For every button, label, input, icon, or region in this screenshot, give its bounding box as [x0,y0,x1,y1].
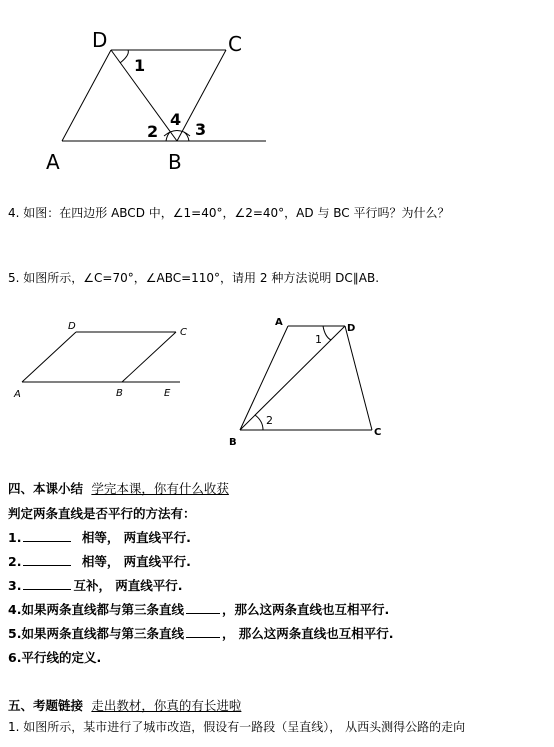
fig1-label-D: D [92,28,108,52]
fig1-angle-4: 4 [170,110,182,129]
fig3-label-B: B [229,437,237,448]
summary-item-4: 4.如果两条直线都与第三条直线 ，那么这两条直线也互相平行. [8,602,390,617]
summary-intro: 判定两条直线是否平行的方法有： [8,506,196,521]
summary-item-2: 2. 相等， 两直线平行. [8,554,191,569]
figure-1 [40,25,280,175]
figure-3 [225,313,395,453]
fig3-angle-1: 1 [315,333,322,346]
fig3-angle-2: 2 [266,414,273,427]
summary-heading: 四、本课小结 学完本课，你有什么收获 [8,481,229,496]
fig1-angle-1: 1 [134,56,146,75]
answer-blank-1[interactable] [23,529,71,542]
fig1-angle-3: 3 [195,120,207,139]
fig1-label-C: C [228,32,242,56]
summary-item-5: 5.如果两条直线都与第三条直线 ， 那么这两条直线也互相平行. [8,626,394,641]
exam-question-1: 1. 如图所示，某市进行了城市改造，假设有一路段（呈直线）， 从西头测得公路的走向 [8,720,466,734]
fig2-label-B: B [116,388,123,399]
summary-heading-note: 学完本课，你有什么收获 [91,481,229,496]
fig3-label-C: C [374,427,382,438]
fig3-label-D: D [347,323,356,334]
question-4: 4. 如图：在四边形 ABCD 中，∠1=40°，∠2=40°，AD 与 BC 平行吗？为什么？ [8,206,450,220]
answer-blank-3[interactable] [23,577,71,590]
fig1-label-A: A [46,150,60,174]
figure-2 [8,318,198,403]
fig2-label-D: D [68,321,76,332]
exam-heading-note: 走出教材，你真的有长进啦 [91,698,242,713]
fig2-label-E: E [164,388,171,399]
answer-blank-2[interactable] [23,553,71,566]
answer-blank-4[interactable] [186,601,220,614]
fig2-label-A: A [14,389,21,400]
fig2-label-C: C [180,327,187,338]
summary-item-6: 6.平行线的定义. [8,650,102,665]
answer-blank-5[interactable] [186,625,220,638]
summary-item-1: 1. 相等， 两直线平行. [8,530,191,545]
question-5: 5. 如图所示，∠C=70°，∠ABC=110°，请用 2 种方法说明 DC∥AB. [8,271,380,285]
fig1-angle-2: 2 [147,122,159,141]
fig3-label-A: A [275,317,283,328]
fig1-label-B: B [168,150,182,174]
exam-heading: 五、考题链接 走出教材，你真的有长进啦 [8,698,242,713]
summary-item-3: 3. 互补， 两直线平行. [8,578,183,593]
